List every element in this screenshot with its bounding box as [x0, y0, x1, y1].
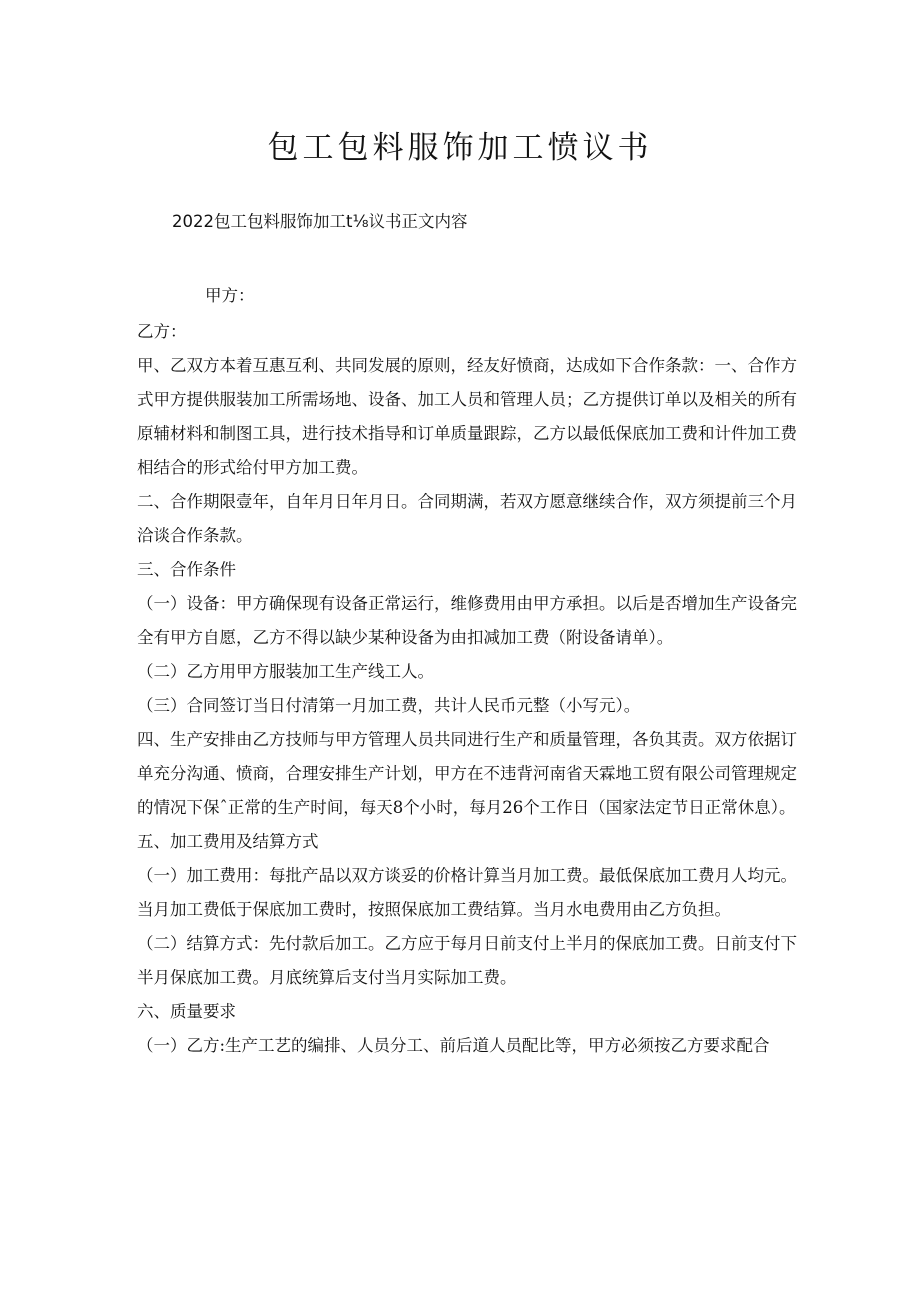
paragraph-production: 四、生产安排由乙方技师与甲方管理人员共同进行生产和质量管理，各负其责。双方依据订单充分沟通、愤商，合理安排生产计划，甲方在不违背河南省天霖地工贸有限公司管理规定的情况下保ˆ正常的生产时间，每天8个小时，每月26个工作日（国家法定节日正常休息）。	[137, 730, 797, 817]
paragraph-first-payment: （三）合同签订当日付清第一月加工费，共计人民币元整（小写元）。	[137, 696, 641, 715]
paragraph-equipment: （一）设备：甲方确保现有设备正常运行，维修费用由甲方承担。以后是否增加生产设备完全有甲方自愿，乙方不得以缺少某种设备为由扣减加工费（附设备请单）。	[137, 594, 797, 647]
paragraph-quality-1: （一）乙方:生产工艺的编排、人员分工、前后道人员配比等，甲方必须按乙方要求配合	[137, 1036, 770, 1055]
party-a-label: 甲方：	[205, 286, 255, 305]
paragraph-settlement: （二）结算方式：先付款后加工。乙方应于每月日前支付上半月的保底加工费。日前支付下半月保底加工费。月底统算后支付当月实际加工费。	[137, 934, 797, 987]
paragraph-intro: 甲、乙双方本着互惠互利、共同发展的原则，经友好愤商，达成如下合作条款：一、合作方式甲方提供服装加工所需场地、设备、加工人员和管理人员；乙方提供订单以及相关的所有原辅材料和制图工具，进行技术指导和订单质量跟踪，乙方以最低保底加工费和计件加工费相结合的形式给付甲方加工费。	[137, 356, 797, 477]
section-heading-conditions: 三、合作条件	[137, 560, 236, 579]
section-heading-fees: 五、加工费用及结算方式	[137, 832, 319, 851]
document-title: 包工包料服饰加工愤议书	[267, 130, 653, 166]
paragraph-processing-fee: （一）加工费用：每批产品以双方谈妥的价格计算当月加工费。最低保底加工费月人均元。当月加工费低于保底加工费时，按照保底加工费结算。当月水电费用由乙方负担。	[137, 866, 797, 919]
paragraph-term: 二、合作期限壹年，自年月日年月日。合同期满，若双方愿意继续合作，双方须提前三个月洽谈合作条款。	[137, 492, 797, 545]
section-heading-quality: 六、质量要求	[137, 1002, 236, 1021]
paragraph-party-b: 乙方：	[137, 322, 187, 341]
paragraph-workers: （二）乙方用甲方服装加工生产线工人。	[137, 662, 434, 681]
document-subtitle: 2022包工包料服饰加工t⅛议书正文内容	[172, 212, 468, 231]
document-body	[137, 315, 797, 1063]
